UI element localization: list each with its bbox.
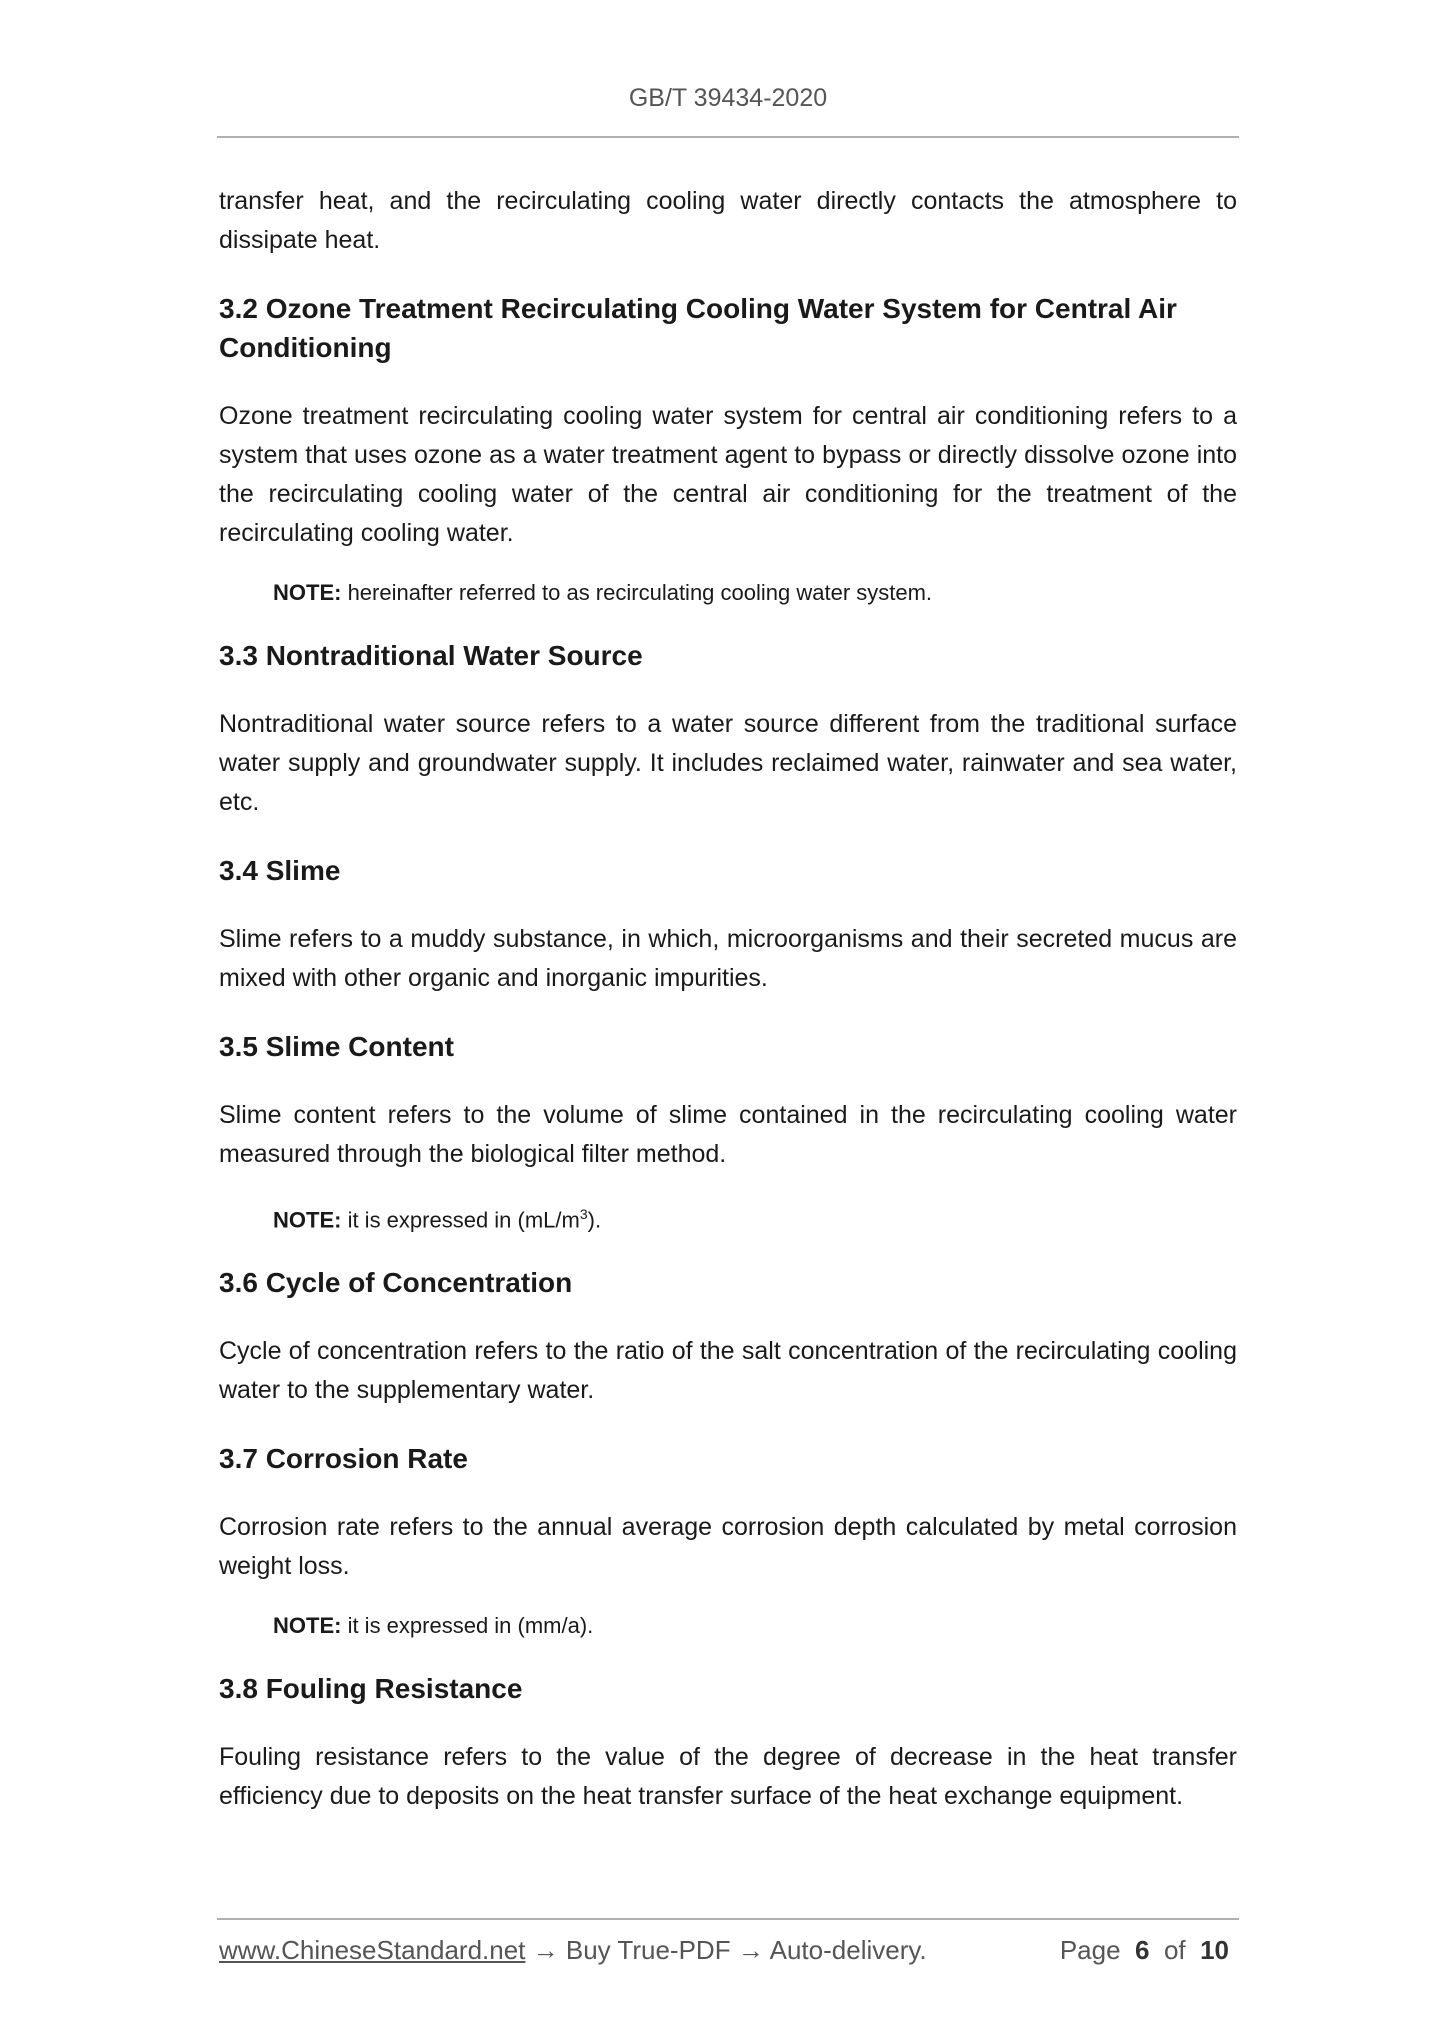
- page-of: of: [1163, 1935, 1186, 1965]
- note-3-5: [219, 1198, 1237, 1236]
- section-text-3-2: Ozone treatment recirculating cooling water system for central air conditioning refers to a system that uses ozone as a water treatment agent to bypass or directly dissolve ozone into the recirculating cooling water of the central air conditioning for the treatment of the recirculating cooling water.: [219, 402, 1237, 547]
- section-text-3-7: Corrosion rate refers to the annual average corrosion depth calculated by metal corrosion weight loss.: [219, 1513, 1237, 1581]
- note-superscript: 3: [579, 1206, 588, 1222]
- header-divider: [217, 136, 1239, 138]
- section-text-3-3: Nontraditional water source refers to a water source different from the traditional surface water supply and groundwater supply. It includes reclaimed water, rainwater and sea water, etc.: [219, 710, 1237, 816]
- document-body: [219, 182, 1237, 1816]
- buy-text: Buy True-PDF: [565, 1935, 731, 1965]
- footer-promo: [219, 1935, 927, 1966]
- page-label: Page: [1059, 1935, 1121, 1965]
- delivery-text: Auto-delivery.: [769, 1935, 927, 1965]
- document-header: GB/T 39434-2020: [628, 84, 828, 112]
- section-heading-3-5: 3.5 Slime Content: [219, 1031, 454, 1062]
- note-label: NOTE:: [273, 580, 342, 605]
- section-text-3-4: Slime refers to a muddy substance, in which, microorganisms and their secreted mucus are mixed with other organic and inorganic impurities.: [219, 925, 1237, 992]
- page-footer: [219, 1935, 1237, 1975]
- arrow-icon: →: [737, 1935, 764, 1965]
- section-heading-3-6: 3.6 Cycle of Concentration: [219, 1267, 573, 1299]
- section-heading-3-7: 3.7 Corrosion Rate: [219, 1443, 468, 1475]
- section-text-3-5: Slime content refers to the volume of slime contained in the recirculating cooling water measured through the biological filter method.: [219, 1101, 1237, 1168]
- footer-divider: [217, 1918, 1239, 1920]
- note-text: it is expressed in (mm/a).: [341, 1613, 594, 1639]
- section-heading-3-4: 3.4 Slime: [219, 855, 341, 886]
- section-text-3-6: Cycle of concentration refers to the ratio of the salt concentration of the recirculating cooling water to the supplementary water.: [219, 1337, 1237, 1405]
- note-label: NOTE:: [273, 1613, 342, 1639]
- note-3-2: [219, 577, 1237, 609]
- page-number: [1060, 1935, 1229, 1966]
- note-text: it is expressed in (mL/m: [341, 1207, 580, 1233]
- section-text-3-8: Fouling resistance refers to the value of the degree of decrease in the heat transfer efficiency due to deposits on the heat transfer surface of the heat exchange equipment.: [219, 1743, 1237, 1811]
- section-heading-3-3: 3.3 Nontraditional Water Source: [219, 640, 643, 671]
- note-3-7: [219, 1610, 1237, 1642]
- note-text: hereinafter referred to as recirculating cooling water system.: [341, 580, 933, 605]
- page-total: 10: [1200, 1935, 1229, 1965]
- section-heading-3-8: 3.8 Fouling Resistance: [219, 1673, 523, 1705]
- note-label: NOTE:: [273, 1207, 342, 1233]
- arrow-icon: →: [532, 1935, 559, 1965]
- section-heading-3-2: 3.2 Ozone Treatment Recirculating Cooling Water System for Central Air Conditioning: [219, 293, 1177, 363]
- note-tail: ).: [587, 1207, 602, 1233]
- site-link[interactable]: www.ChineseStandard.net: [219, 1935, 526, 1965]
- page-current: 6: [1135, 1935, 1150, 1965]
- intro-paragraph: transfer heat, and the recirculating cooling water directly contacts the atmosphere to dissipate heat.: [219, 187, 1237, 254]
